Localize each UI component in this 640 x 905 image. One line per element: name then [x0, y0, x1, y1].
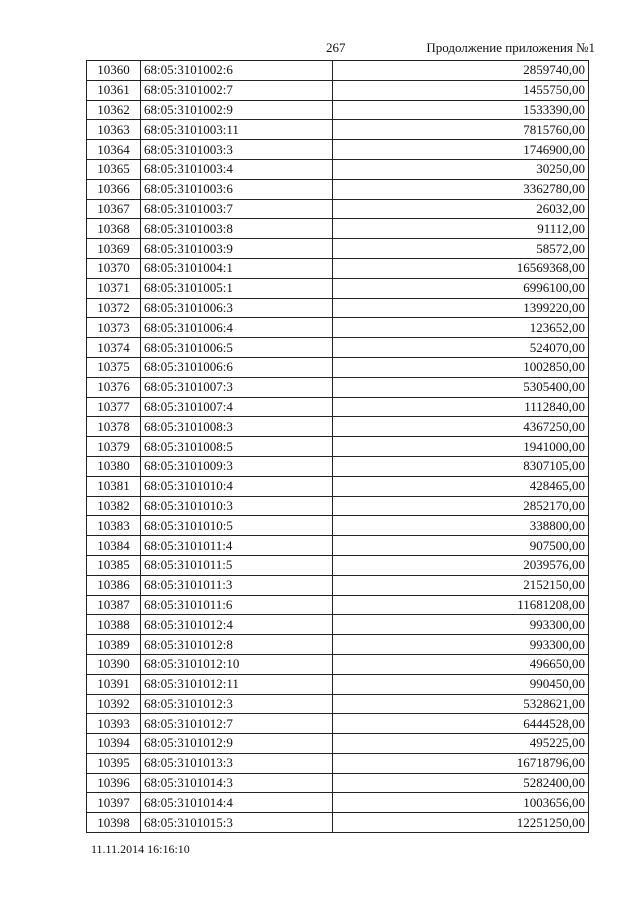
cadastral-value-cell: 12251250,00	[333, 813, 589, 833]
table-row	[87, 476, 589, 496]
cadastral-number-cell: 68:05:3101013:3	[141, 753, 333, 773]
table-row	[87, 694, 589, 714]
row-number-cell: 10378	[87, 417, 141, 437]
cadastral-number-cell: 68:05:3101008:5	[141, 437, 333, 457]
row-number-cell: 10379	[87, 437, 141, 457]
cadastral-value-cell: 907500,00	[333, 536, 589, 556]
cadastral-number-cell: 68:05:3101012:3	[141, 694, 333, 714]
cadastral-number-cell: 68:05:3101011:4	[141, 536, 333, 556]
cadastral-value-cell: 1002850,00	[333, 357, 589, 377]
row-number-cell: 10370	[87, 258, 141, 278]
continuation-note: Продолжение приложения №1	[426, 40, 595, 55]
table-row	[87, 734, 589, 754]
row-number-cell: 10392	[87, 694, 141, 714]
table-row	[87, 674, 589, 694]
table-row	[87, 437, 589, 457]
cadastral-value-cell: 16569368,00	[333, 258, 589, 278]
cadastral-value-cell: 7815760,00	[333, 120, 589, 140]
table-row	[87, 278, 589, 298]
row-number-cell: 10388	[87, 615, 141, 635]
table-body	[87, 61, 589, 833]
cadastral-number-cell: 68:05:3101003:7	[141, 199, 333, 219]
cadastral-value-cell: 2039576,00	[333, 555, 589, 575]
cadastral-value-cell: 993300,00	[333, 635, 589, 655]
row-number-cell: 10386	[87, 575, 141, 595]
table-row	[87, 377, 589, 397]
cadastral-value-cell: 2852170,00	[333, 496, 589, 516]
cadastral-value-cell: 11681208,00	[333, 595, 589, 615]
cadastral-number-cell: 68:05:3101003:4	[141, 159, 333, 179]
table-row	[87, 813, 589, 833]
row-number-cell: 10395	[87, 753, 141, 773]
cadastral-value-cell: 2152150,00	[333, 575, 589, 595]
cadastral-value-cell: 338800,00	[333, 516, 589, 536]
row-number-cell: 10394	[87, 734, 141, 754]
table-row	[87, 258, 589, 278]
table-row	[87, 773, 589, 793]
row-number-cell: 10360	[87, 61, 141, 81]
cadastral-number-cell: 68:05:3101014:3	[141, 773, 333, 793]
table-row	[87, 555, 589, 575]
cadastral-value-cell: 5282400,00	[333, 773, 589, 793]
row-number-cell: 10361	[87, 80, 141, 100]
row-number-cell: 10364	[87, 140, 141, 160]
row-number-cell: 10375	[87, 357, 141, 377]
table-row	[87, 80, 589, 100]
print-timestamp: 11.11.2014 16:16:10	[91, 842, 190, 856]
cadastral-number-cell: 68:05:3101014:4	[141, 793, 333, 813]
cadastral-value-cell: 6444528,00	[333, 714, 589, 734]
cadastral-value-cell: 30250,00	[333, 159, 589, 179]
table-row	[87, 496, 589, 516]
row-number-cell: 10391	[87, 674, 141, 694]
row-number-cell: 10363	[87, 120, 141, 140]
cadastral-number-cell: 68:05:3101011:5	[141, 555, 333, 575]
cadastral-value-cell: 495225,00	[333, 734, 589, 754]
cadastral-value-cell: 1746900,00	[333, 140, 589, 160]
row-number-cell: 10362	[87, 100, 141, 120]
cadastral-value-cell: 3362780,00	[333, 179, 589, 199]
cadastral-number-cell: 68:05:3101007:3	[141, 377, 333, 397]
row-number-cell: 10367	[87, 199, 141, 219]
cadastral-value-cell: 1941000,00	[333, 437, 589, 457]
row-number-cell: 10374	[87, 338, 141, 358]
cadastral-value-cell: 4367250,00	[333, 417, 589, 437]
row-number-cell: 10383	[87, 516, 141, 536]
cadastral-value-cell: 6996100,00	[333, 278, 589, 298]
row-number-cell: 10380	[87, 456, 141, 476]
table-row	[87, 298, 589, 318]
row-number-cell: 10377	[87, 397, 141, 417]
cadastral-value-cell: 5305400,00	[333, 377, 589, 397]
table-row	[87, 456, 589, 476]
cadastral-value-cell: 990450,00	[333, 674, 589, 694]
table-row	[87, 239, 589, 259]
cadastral-number-cell: 68:05:3101003:11	[141, 120, 333, 140]
row-number-cell: 10382	[87, 496, 141, 516]
row-number-cell: 10397	[87, 793, 141, 813]
table-row	[87, 615, 589, 635]
cadastral-number-cell: 68:05:3101002:6	[141, 61, 333, 81]
cadastral-number-cell: 68:05:3101002:9	[141, 100, 333, 120]
row-number-cell: 10369	[87, 239, 141, 259]
row-number-cell: 10387	[87, 595, 141, 615]
cadastral-number-cell: 68:05:3101015:3	[141, 813, 333, 833]
table-row	[87, 120, 589, 140]
cadastral-number-cell: 68:05:3101012:10	[141, 654, 333, 674]
table-row	[87, 714, 589, 734]
table-row	[87, 100, 589, 120]
row-number-cell: 10396	[87, 773, 141, 793]
table-row	[87, 635, 589, 655]
cadastral-number-cell: 68:05:3101006:4	[141, 318, 333, 338]
table-row	[87, 159, 589, 179]
cadastral-value-table	[86, 60, 589, 833]
cadastral-number-cell: 68:05:3101010:4	[141, 476, 333, 496]
cadastral-number-cell: 68:05:3101006:6	[141, 357, 333, 377]
cadastral-number-cell: 68:05:3101008:3	[141, 417, 333, 437]
cadastral-number-cell: 68:05:3101004:1	[141, 258, 333, 278]
cadastral-value-cell: 1399220,00	[333, 298, 589, 318]
cadastral-value-cell: 16718796,00	[333, 753, 589, 773]
cadastral-value-cell: 1533390,00	[333, 100, 589, 120]
row-number-cell: 10390	[87, 654, 141, 674]
row-number-cell: 10373	[87, 318, 141, 338]
row-number-cell: 10385	[87, 555, 141, 575]
table-row	[87, 793, 589, 813]
cadastral-number-cell: 68:05:3101012:8	[141, 635, 333, 655]
cadastral-number-cell: 68:05:3101003:9	[141, 239, 333, 259]
row-number-cell: 10376	[87, 377, 141, 397]
cadastral-number-cell: 68:05:3101010:3	[141, 496, 333, 516]
cadastral-number-cell: 68:05:3101007:4	[141, 397, 333, 417]
cadastral-value-cell: 496650,00	[333, 654, 589, 674]
row-number-cell: 10389	[87, 635, 141, 655]
row-number-cell: 10381	[87, 476, 141, 496]
cadastral-number-cell: 68:05:3101011:3	[141, 575, 333, 595]
cadastral-value-cell: 58572,00	[333, 239, 589, 259]
row-number-cell: 10393	[87, 714, 141, 734]
row-number-cell: 10366	[87, 179, 141, 199]
cadastral-value-cell: 123652,00	[333, 318, 589, 338]
page-number: 267	[326, 40, 346, 55]
table-row	[87, 318, 589, 338]
table-row	[87, 417, 589, 437]
table-row	[87, 219, 589, 239]
table-row	[87, 179, 589, 199]
cadastral-number-cell: 68:05:3101012:9	[141, 734, 333, 754]
cadastral-number-cell: 68:05:3101005:1	[141, 278, 333, 298]
cadastral-value-cell: 1455750,00	[333, 80, 589, 100]
row-number-cell: 10384	[87, 536, 141, 556]
cadastral-value-cell: 8307105,00	[333, 456, 589, 476]
row-number-cell: 10365	[87, 159, 141, 179]
table-row	[87, 199, 589, 219]
cadastral-number-cell: 68:05:3101010:5	[141, 516, 333, 536]
table-row	[87, 338, 589, 358]
cadastral-value-cell: 91112,00	[333, 219, 589, 239]
cadastral-number-cell: 68:05:3101012:7	[141, 714, 333, 734]
cadastral-number-cell: 68:05:3101012:4	[141, 615, 333, 635]
row-number-cell: 10372	[87, 298, 141, 318]
table-row	[87, 536, 589, 556]
cadastral-number-cell: 68:05:3101011:6	[141, 595, 333, 615]
cadastral-value-cell: 993300,00	[333, 615, 589, 635]
table-row	[87, 61, 589, 81]
table-row	[87, 595, 589, 615]
cadastral-value-cell: 26032,00	[333, 199, 589, 219]
cadastral-value-cell: 524070,00	[333, 338, 589, 358]
cadastral-number-cell: 68:05:3101003:3	[141, 140, 333, 160]
cadastral-number-cell: 68:05:3101002:7	[141, 80, 333, 100]
table-row	[87, 140, 589, 160]
cadastral-value-cell: 1112840,00	[333, 397, 589, 417]
row-number-cell: 10371	[87, 278, 141, 298]
row-number-cell: 10398	[87, 813, 141, 833]
cadastral-value-cell: 2859740,00	[333, 61, 589, 81]
table-row	[87, 357, 589, 377]
cadastral-number-cell: 68:05:3101009:3	[141, 456, 333, 476]
table-row	[87, 397, 589, 417]
table-row	[87, 654, 589, 674]
cadastral-value-cell: 1003656,00	[333, 793, 589, 813]
cadastral-number-cell: 68:05:3101003:6	[141, 179, 333, 199]
table-row	[87, 516, 589, 536]
cadastral-number-cell: 68:05:3101006:5	[141, 338, 333, 358]
row-number-cell: 10368	[87, 219, 141, 239]
table-row	[87, 575, 589, 595]
table-row	[87, 753, 589, 773]
cadastral-value-cell: 428465,00	[333, 476, 589, 496]
cadastral-number-cell: 68:05:3101012:11	[141, 674, 333, 694]
cadastral-number-cell: 68:05:3101003:8	[141, 219, 333, 239]
cadastral-number-cell: 68:05:3101006:3	[141, 298, 333, 318]
cadastral-value-cell: 5328621,00	[333, 694, 589, 714]
